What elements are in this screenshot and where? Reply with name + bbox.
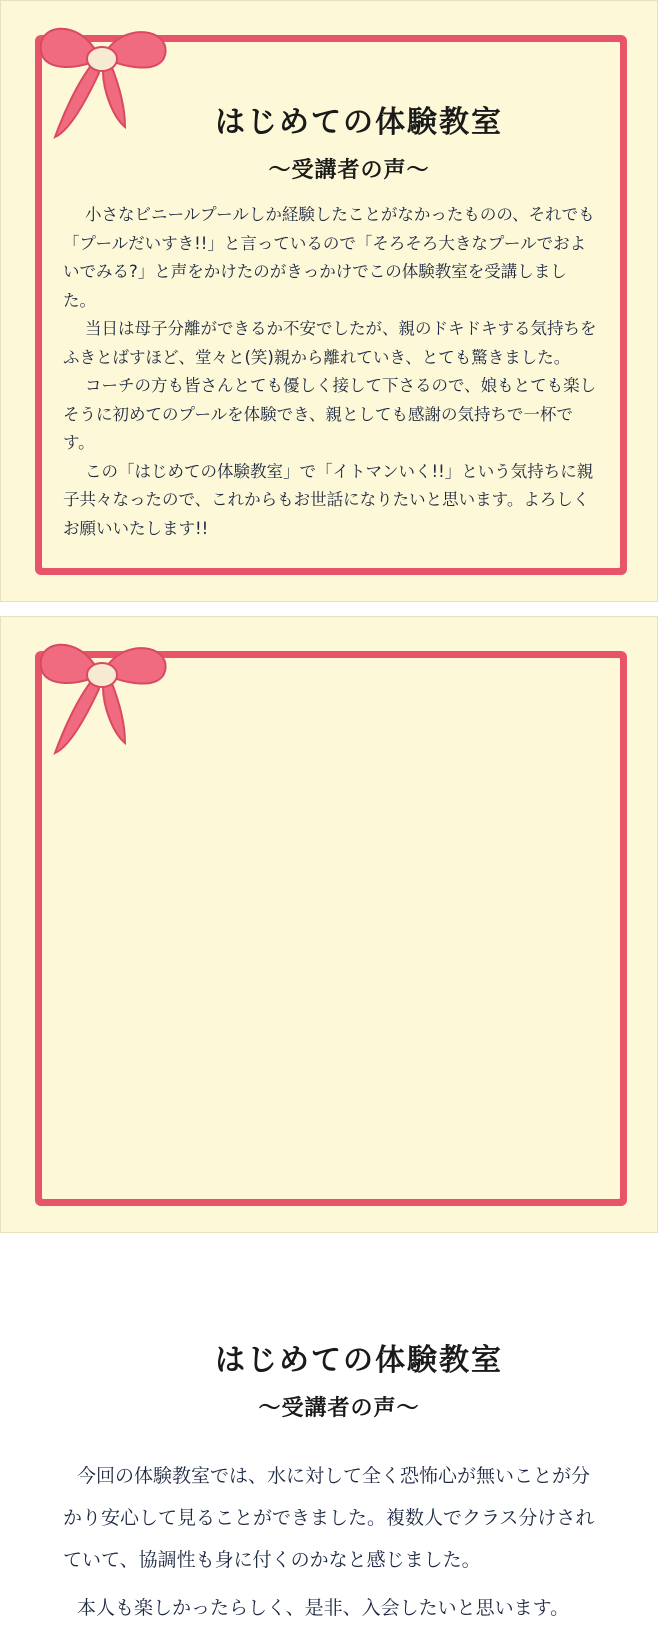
- card-2-body: [63, 1455, 599, 1635]
- card-2-title: はじめての体験教室: [215, 1343, 503, 1378]
- card-2-subtitle: 〜受講者の声〜: [258, 1396, 420, 1421]
- card-1-paragraph-3: コーチの方も皆さんとても優しく接して下さるので、娘もとても楽しそうに初めてのプールを体験でき、親としても感謝の気持ちで一杯です。: [63, 376, 597, 452]
- card-separator: [0, 602, 658, 616]
- card-1-subtitle: 〜受講者の声〜: [268, 158, 430, 183]
- card-1-body: [63, 201, 599, 543]
- card-2-heading: [1, 1335, 657, 1422]
- card-1-paragraph-1: 小さなビニールプールしか経験したことがなかったものの、それでも「プールだいすき!!」と言っているので「そろそろ大きなプールでおよいでみる?」と声をかけたのがきっかけでこの体験教室を受講しました。: [63, 205, 595, 310]
- card-2-paragraph-1: 今回の体験教室では、水に対して全く恐怖心が無いことが分かり安心して見ることができました。複数人でクラス分けされていて、協調性も身に付くのかなと感じました。: [63, 1465, 595, 1571]
- card-1-paragraph-2: 当日は母子分離ができるか不安でしたが、親のドキドキする気持ちをふきとばすほど、堂々と(笑)親から離れていき、とても驚きました。: [63, 319, 597, 367]
- card-1-heading: [1, 97, 657, 184]
- testimonial-card-1: [0, 0, 658, 602]
- card-1-paragraph-4: この「はじめての体験教室」で「イトマンいく!!」という気持ちに親子共々なったので、これからもお世話になりたいと思います。よろしくお願いいたします!!: [63, 461, 594, 538]
- testimonial-card-2: [0, 616, 658, 1619]
- ribbon-bow-icon: [19, 627, 209, 767]
- card-2-paragraph-2: 本人も楽しかったらしく、是非、入会したいと思います。: [77, 1597, 570, 1619]
- card-1-title: はじめての体験教室: [215, 105, 503, 140]
